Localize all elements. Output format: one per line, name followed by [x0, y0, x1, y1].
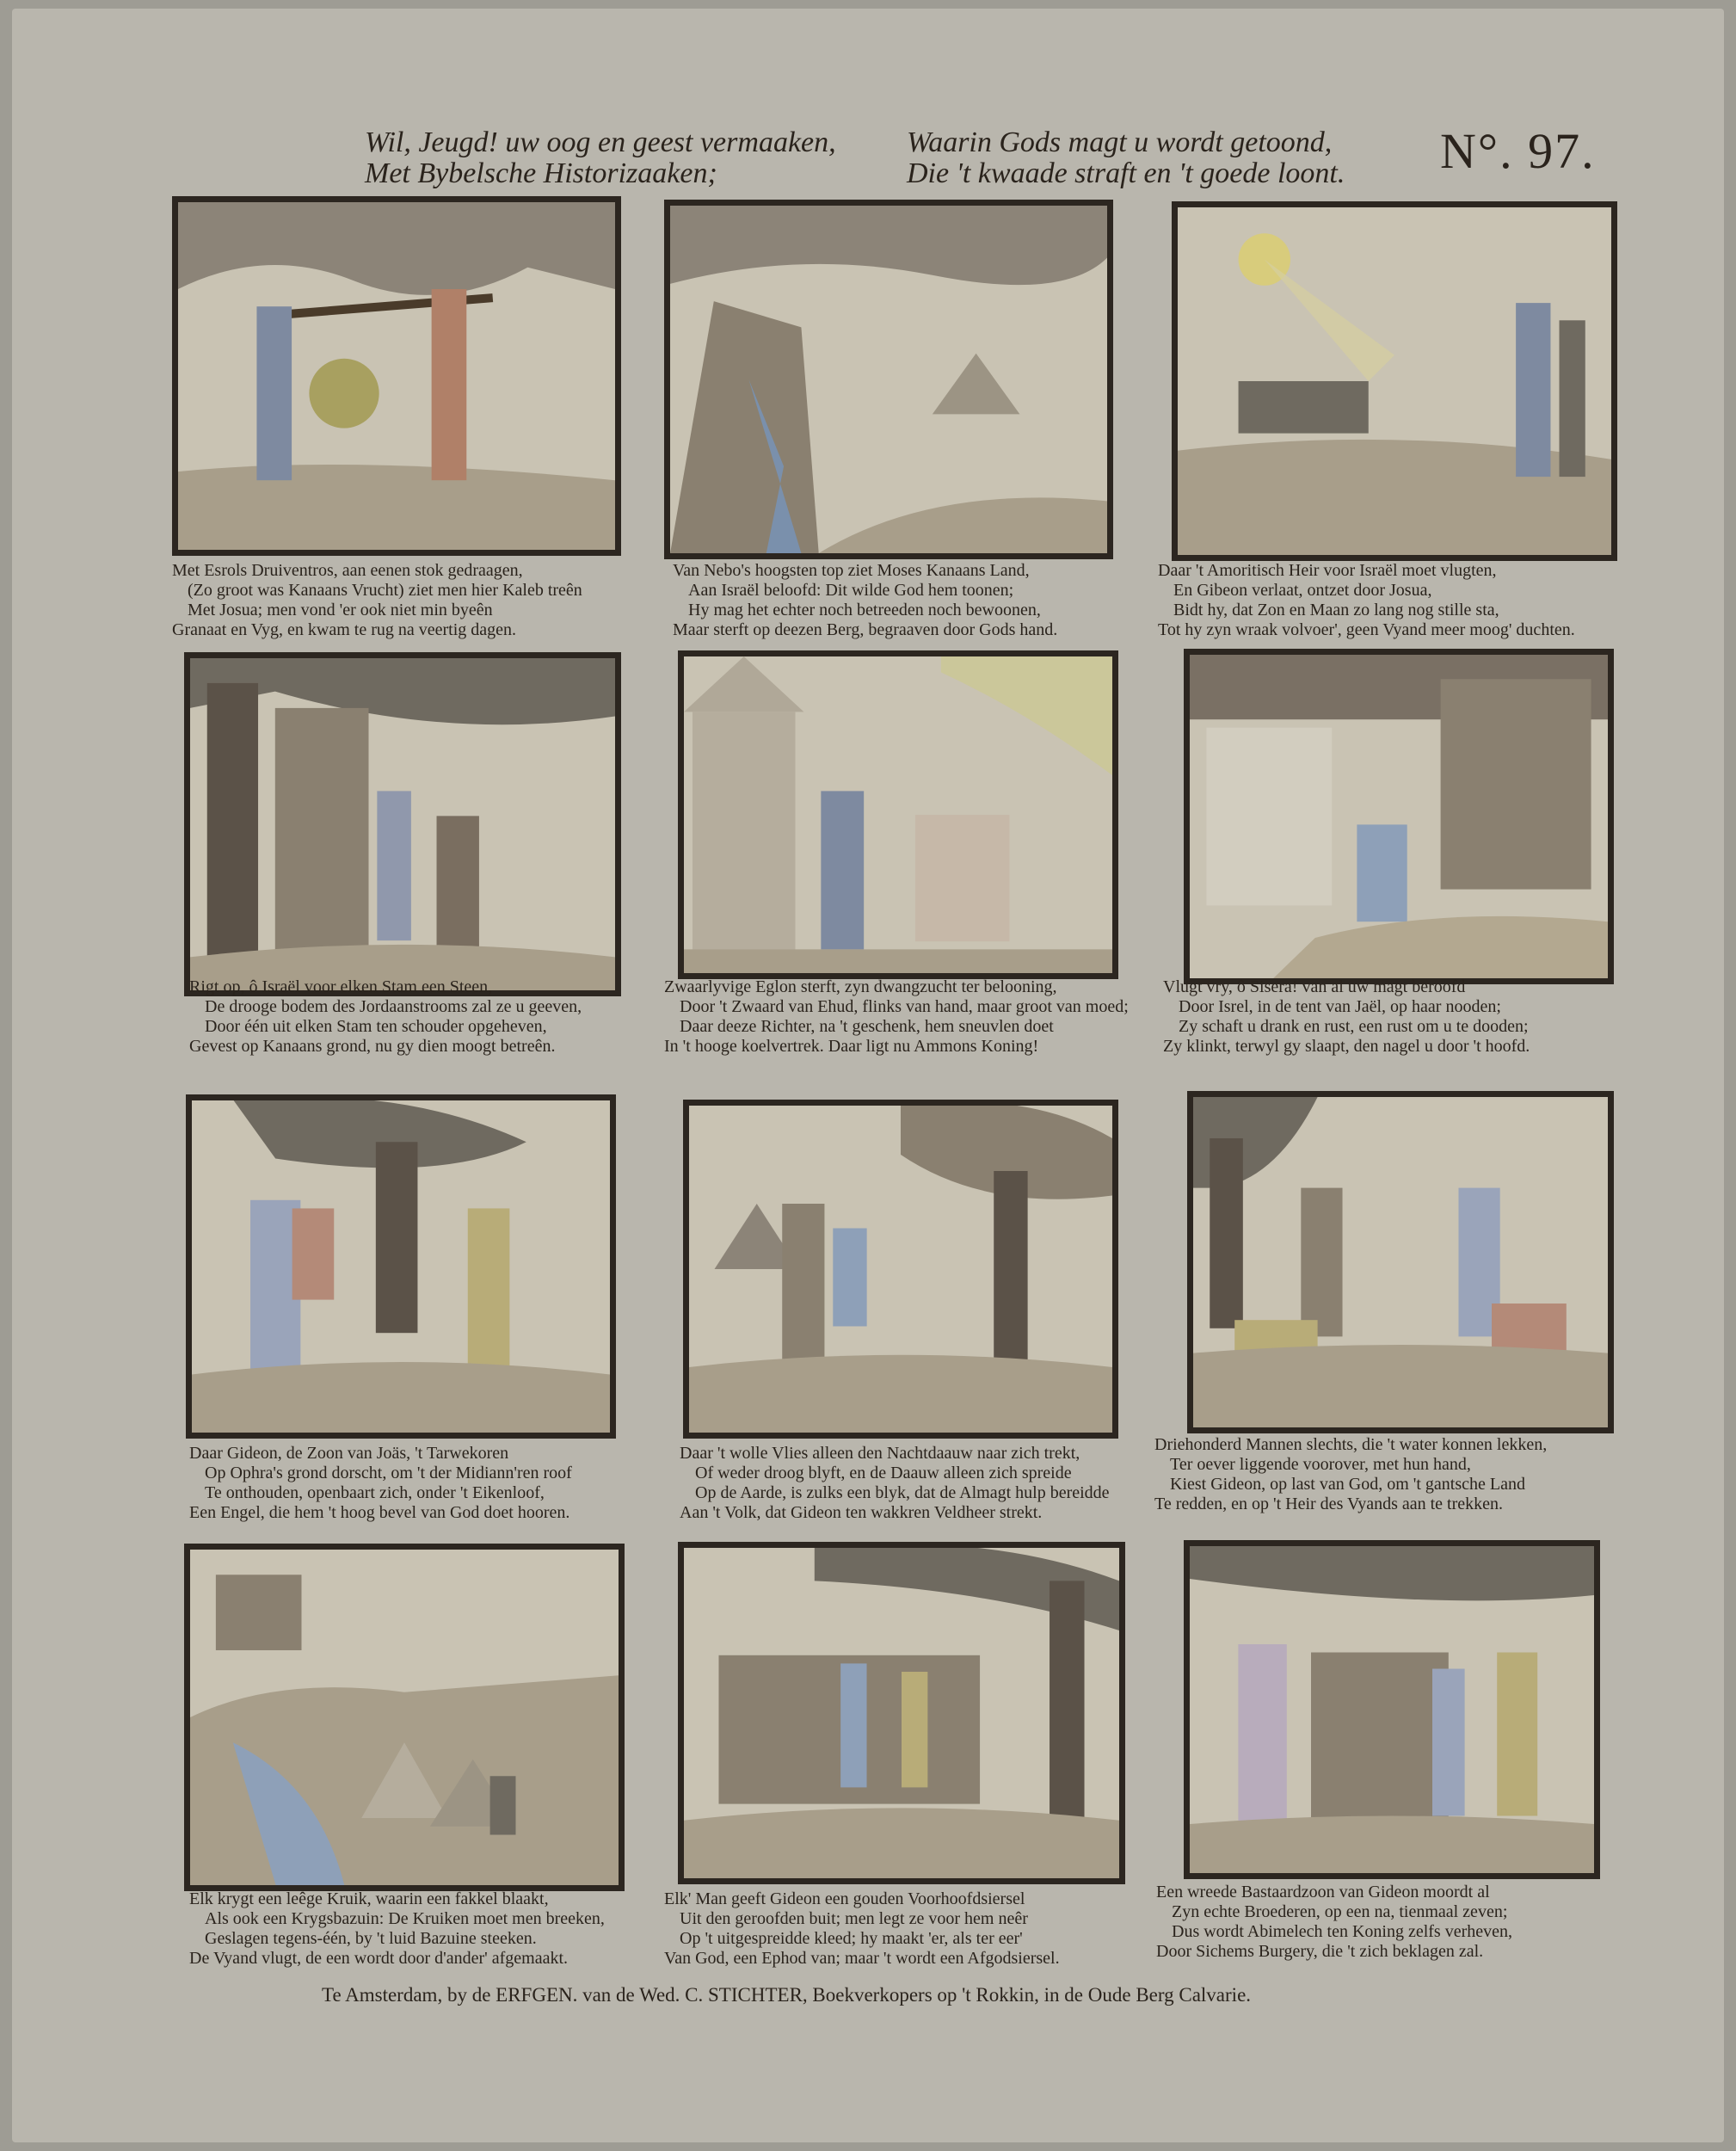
- caption-line: Als ook een Krygsbazuin: De Kruiken moet men breeken,: [205, 1909, 605, 1928]
- header-verse-right: [907, 127, 1388, 189]
- caption-line: Granaat en Vyg, en kwam te rug na veertig dagen.: [172, 620, 517, 639]
- caption-line: Daar Gideon, de Zoon van Joäs, 't Tarwekoren: [189, 1444, 509, 1463]
- caption-line: Bidt hy, dat Zon en Maan zo lang nog stille sta,: [1173, 601, 1499, 619]
- caption-line: Van God, een Ephod van; maar 't wordt een Afgodsiersel.: [664, 1949, 1060, 1968]
- caption-line: Elk' Man geeft Gideon een gouden Voorhoofdsiersel: [664, 1889, 1025, 1908]
- caption-line: Hy mag het echter noch betreeden noch bewoonen,: [688, 601, 1041, 619]
- woodcut-image-8: [683, 1100, 1118, 1439]
- woodcut-image-7: [186, 1094, 616, 1439]
- woodcut-image-6: [1184, 649, 1614, 984]
- caption-line: Daar 't Amoritisch Heir voor Israël moet vlugten,: [1158, 561, 1497, 580]
- caption-line: Tot hy zyn wraak volvoer', geen Vyand meer moog' duchten.: [1158, 620, 1575, 639]
- caption-8: [680, 1444, 1110, 1523]
- woodcut-image-9: [1187, 1091, 1614, 1433]
- caption-line: Zyn echte Broederen, op een na, tienmaal zeven;: [1172, 1902, 1508, 1921]
- woodcut-image-10: [184, 1544, 625, 1891]
- header-right-line-1: Waarin Gods magt u wordt getoond,: [907, 126, 1333, 158]
- caption-line: Elk krygt een leêge Kruik, waarin een fakkel blaakt,: [189, 1889, 549, 1908]
- caption-line: Door één uit elken Stam ten schouder opgeheven,: [205, 1017, 547, 1036]
- caption-6: [1163, 977, 1530, 1057]
- caption-12: [1156, 1883, 1512, 1962]
- caption-line: En Gibeon verlaat, ontzet door Josua,: [1173, 581, 1432, 600]
- caption-5: [664, 977, 1129, 1057]
- caption-line: Door Isrel, in de tent van Jaël, op haar nooden;: [1179, 997, 1501, 1016]
- caption-line: Rigt op, ô Israël voor elken Stam een Steen,: [189, 977, 493, 996]
- caption-10: [189, 1889, 605, 1969]
- caption-line: Driehonderd Mannen slechts, die 't water konnen lekken,: [1154, 1435, 1548, 1454]
- caption-line: Te onthouden, openbaart zich, onder 't Eikenloof,: [205, 1483, 545, 1502]
- woodcut-image-11: [678, 1542, 1125, 1884]
- caption-line: Zy schaft u drank en rust, een rust om u te dooden;: [1179, 1017, 1529, 1036]
- caption-7: [189, 1444, 572, 1523]
- header-left-line-2: Met Bybelsche Historizaaken;: [365, 157, 717, 189]
- caption-line: Vlugt vry, ô Sisera! van al uw magt beroofd: [1163, 977, 1466, 996]
- caption-line: Maar sterft op deezen Berg, begraaven door Gods hand.: [673, 620, 1058, 639]
- caption-line: Of weder droog blyft, en de Daauw alleen zich spreide: [695, 1464, 1072, 1482]
- caption-line: Zwaarlyvige Eglon sterft, zyn dwangzucht ter belooning,: [664, 977, 1057, 996]
- caption-line: Geslagen tegens-één, by 't luid Bazuine steeken.: [205, 1929, 537, 1948]
- caption-line: Een wreede Bastaardzoon van Gideon moordt al: [1156, 1883, 1490, 1901]
- caption-line: Ter oever liggende voorover, met hun hand,: [1170, 1455, 1471, 1474]
- caption-line: Daar deeze Richter, na 't geschenk, hem sneuvlen doet: [680, 1017, 1054, 1036]
- woodcut-image-12: [1184, 1540, 1600, 1879]
- caption-line: Kiest Gideon, op last van God, om 't gantsche Land: [1170, 1475, 1525, 1494]
- caption-line: Zy klinkt, terwyl gy slaapt, den nagel u door 't hoofd.: [1163, 1037, 1530, 1056]
- woodcut-image-3: [1172, 201, 1617, 561]
- header-verse-left: [365, 127, 864, 189]
- publisher-imprint: Te Amsterdam, by de ERFGEN. van de Wed. C. STICHTER, Boekverkopers op 't Rokkin, in de Oude Berg Calvarie.: [322, 1984, 1252, 2006]
- caption-line: Op Ophra's grond dorscht, om 't der Midiann'ren roof: [205, 1464, 572, 1482]
- caption-line: Daar 't wolle Vlies alleen den Nachtdaauw naar zich trekt,: [680, 1444, 1080, 1463]
- caption-line: Met Josua; men vond 'er ook niet min byeên: [188, 601, 493, 619]
- caption-2: [673, 561, 1057, 640]
- caption-line: De Vyand vlugt, de een wordt door d'ander' afgemaakt.: [189, 1949, 569, 1968]
- woodcut-image-1: [172, 196, 621, 556]
- header-right-line-2: Die 't kwaade straft en 't goede loont.: [907, 157, 1345, 189]
- caption-line: Gevest op Kanaans grond, nu gy dien moogt betreên.: [189, 1037, 556, 1056]
- woodcut-image-2: [664, 200, 1113, 559]
- caption-11: [664, 1889, 1060, 1969]
- woodcut-image-4: [184, 652, 621, 996]
- caption-line: Van Nebo's hoogsten top ziet Moses Kanaans Land,: [673, 561, 1030, 580]
- sheet-number: N°. 97.: [1440, 123, 1596, 179]
- caption-9: [1154, 1435, 1547, 1514]
- caption-line: (Zo groot was Kanaans Vrucht) ziet men hier Kaleb treên: [188, 581, 582, 600]
- caption-line: Uit den geroofden buit; men legt ze voor hem neêr: [680, 1909, 1028, 1928]
- caption-line: Te redden, en op 't Heir des Vyands aan te trekken.: [1154, 1495, 1504, 1513]
- caption-line: Aan 't Volk, dat Gideon ten wakkren Veldheer strekt.: [680, 1503, 1043, 1522]
- caption-line: Aan Israël beloofd: Dit wilde God hem toonen;: [688, 581, 1014, 600]
- caption-line: Een Engel, die hem 't hoog bevel van God doet hooren.: [189, 1503, 570, 1522]
- caption-line: Dus wordt Abimelech ten Koning zelfs verheven,: [1172, 1922, 1513, 1941]
- caption-line: In 't hooge koelvertrek. Daar ligt nu Ammons Koning!: [664, 1037, 1039, 1056]
- caption-line: Op de Aarde, is zulks een blyk, dat de Almagt hulp bereidde: [695, 1483, 1110, 1502]
- header-left-line-1: Wil, Jeugd! uw oog en geest vermaaken,: [365, 126, 836, 158]
- caption-line: Door Sichems Burgery, die 't zich beklagen zal.: [1156, 1942, 1484, 1961]
- caption-line: Door 't Zwaard van Ehud, flinks van hand, maar groot van moed;: [680, 997, 1129, 1016]
- caption-line: De drooge bodem des Jordaanstrooms zal ze u geeven,: [205, 997, 582, 1016]
- caption-3: [1158, 561, 1575, 640]
- caption-line: Met Esrols Druiventros, aan eenen stok gedraagen,: [172, 561, 523, 580]
- caption-1: [172, 561, 582, 640]
- woodcut-image-5: [678, 650, 1118, 979]
- caption-line: Op 't uitgespreidde kleed; hy maakt 'er, als ter eer': [680, 1929, 1023, 1948]
- broadsheet-page: [12, 9, 1724, 2142]
- caption-4: [189, 977, 582, 1057]
